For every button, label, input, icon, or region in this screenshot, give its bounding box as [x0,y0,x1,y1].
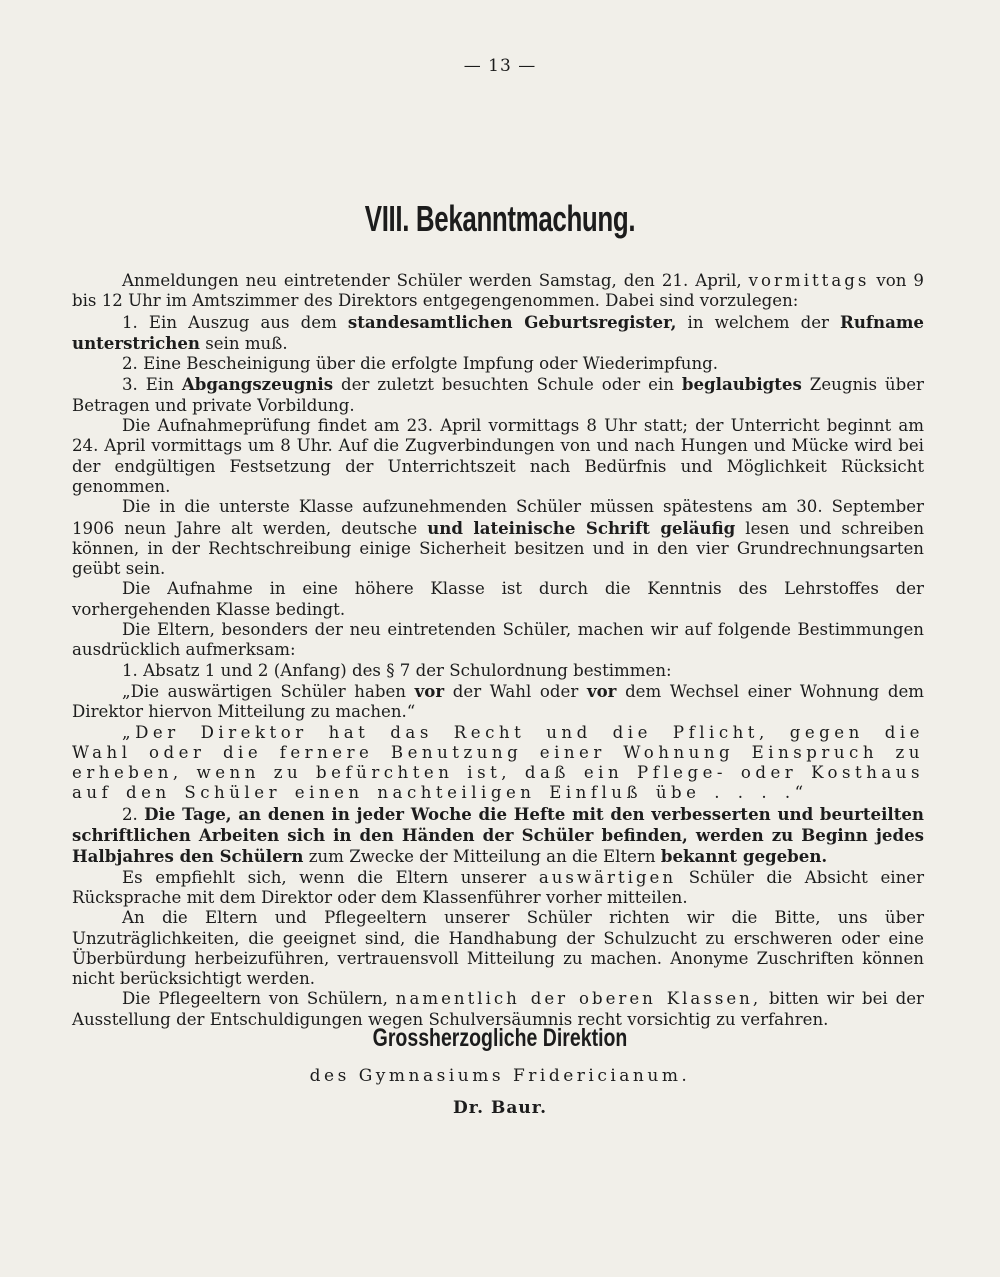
paragraph-request: An die Eltern und Pflegeeltern unserer Schüler richten wir die Bitte, uns über Unzuträglichkeiten, die geeignet sind, die Handhabung der Schulzucht zu erschweren oder eine Überbürdung herbeizuführen, vertrauensvoll Mitteilung zu machen. Anonyme Zuschriften können nicht berücksichtigt werden. [72,908,924,989]
paragraph-school-rules: 1. Absatz 1 und 2 (Anfang) des § 7 der Schulordnung bestimmen: [122,660,672,680]
list-item-3: 3. Ein Abgangszeugnis der zuletzt besuchten Schule oder ein beglaubigtes Zeugnis über Betragen und private Vorbildung. [72,374,924,415]
quote-residence: „Die auswärtigen Schüler haben vor der Wahl oder vor dem Wechsel einer Wohnung dem Direktor hiervon Mitteilung zu machen.“ [72,680,924,722]
announcement-body [72,271,924,1030]
paragraph-higher-class: Die Aufnahme in eine höhere Klasse ist durch die Kenntnis des Lehrstoffes der vorhergehenden Klasse bedingt. [72,579,924,619]
paragraph-homework: 2. Die Tage, an denen in jeder Woche die Hefte mit den verbesserten und beurteilten schriftlichen Arbeiten sich in den Händen der Schüler befinden, werden zu Beginn jedes Halbjahres den Schülern zum Zwecke der Mitteilung an die Eltern bekannt gegeben. [72,803,925,867]
page-title: VIII. Bekanntmachung. [364,198,636,239]
list-item-2: 2. Eine Bescheinigung über die erfolgte Impfung oder Wiederimpfung. [122,354,719,374]
signature-school: des Gymnasiums Fridericianum. [309,1066,691,1086]
paragraph-excuses: Die Pflegeeltern von Schülern, namentlich der oberen Klassen, bitten wir bei der Ausstellung der Entschuldigungen wegen Schulversäumnis recht vorsichtig zu verfahren. [72,989,924,1029]
paragraph-registration: Anmeldungen neu eintretender Schüler werden Samstag, den 21. April, vormittags von 9 bis 12 Uhr im Amtszimmer des Direktors entgegengenommen. Dabei sind vorzulegen: [72,271,924,311]
page-number: — 13 — [463,56,537,76]
quote-director-right: „Der Direktor hat das Recht und die Pflicht, gegen die Wahl oder die fernere Benutzung einer Wohnung Einspruch zu erheben, wenn zu befürchten ist, daß ein Pflege- oder Kosthaus auf den Schüler einen nachteiligen Einfluß übe . . . .“ [72,722,924,803]
paragraph-consultation: Es empfiehlt sich, wenn die Eltern unserer auswärtigen Schüler die Absicht einer Rücksprache mit dem Direktor oder dem Klassenführer vorher mitteilen. [72,867,925,907]
spaced-text: vormittags [748,271,870,290]
list-item-1: 1. Ein Auszug aus dem standesamtlichen Geburtsregister, in welchem der Rufname unterstrichen sein muß. [72,311,924,353]
paragraph-requirements: Die in die unterste Klasse aufzunehmenden Schüler müssen spätestens am 30. September 1906 neun Jahre alt werden, deutsche und lateinische Schrift geläufig lesen und schreiben können, in der Rechtschreibung einige Sicherheit besitzen und in den vier Grundrechnungsarten geübt sein. [72,497,925,579]
signature-name: Dr. Baur. [452,1098,548,1118]
paragraph-exam: Die Aufnahmeprüfung findet am 23. April vormittags 8 Uhr statt; der Unterricht beginnt am 24. April vormittags um 8 Uhr. Auf die Zugverbindungen von und nach Hungen und Mücke wird bei der endgültigen Festsetzung der Unterrichtszeit nach Bedürfnis und Möglichkeit Rücksicht genommen. [72,416,924,496]
signature-institution: Grossherzogliche Direktion [372,1024,628,1052]
paragraph-parents: Die Eltern, besonders der neu eintretenden Schüler, machen wir auf folgende Bestimmungen ausdrücklich aufmerksam: [72,620,924,660]
